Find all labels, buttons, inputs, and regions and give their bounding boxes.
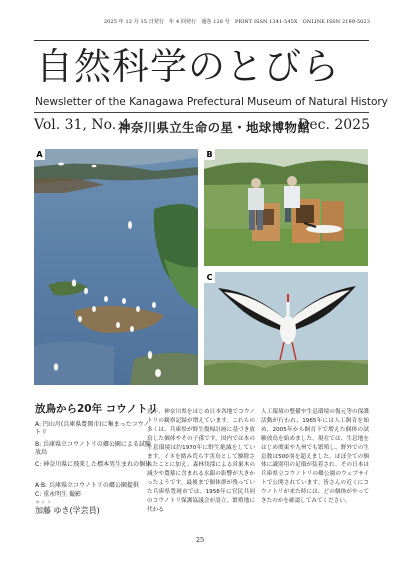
article-title: 放鳥から20年 コウノトリ bbox=[35, 403, 158, 415]
caption-item-c: C: 神奈川県に飛来した標本男生まれの個体 bbox=[35, 461, 152, 468]
photo-a-label: A bbox=[34, 149, 45, 160]
photo-b-release-crates bbox=[204, 149, 368, 266]
photo-c-label: C bbox=[204, 272, 215, 283]
publication-info: 2025 年 12 月 15 日発行 年 4 回発行 通巻 128 号 PRINT ISSN 1341-545X ONLINE ISSN 2189-5023 bbox=[103, 19, 370, 25]
author bbox=[35, 500, 100, 516]
museum-name: 神奈川県立生命の星・地球博物館 bbox=[118, 120, 311, 135]
issue-line bbox=[34, 117, 370, 137]
page-number: 25 bbox=[195, 536, 205, 544]
article-column-2: 人工環境の整備や生息環境の復元等の保護活動が行われ、1965年には人工飼育を始め、2005年から飼育下で増えた個体の試験放鳥を始めました。現在では、生息地をはじめ関東や九州でも繁殖し、野外での生息数は500羽を超えました。ほぼ全ての個体に識別用の足環が装着され、その日本は兵庫県立コウノトリの郷公園のウェブサイトで公開されています。皆さんの近くにコウノトリが来た時には、どの個体がやってきたのかを確認してみてください。 bbox=[261, 409, 369, 505]
caption-credit-c: C: 重永明生 撮影 bbox=[35, 491, 82, 498]
caption-item-b: B: 兵庫県立コウノトリの郷公園による試験放鳥 bbox=[35, 441, 151, 457]
issue-date: Dec. 2025 bbox=[298, 117, 370, 133]
caption-item-a: A: 円山川(兵庫県豊岡市)に集まったコウノトリ bbox=[35, 421, 150, 437]
newsletter-subtitle: Newsletter of the Kanagawa Prefectural Museum of Natural History bbox=[35, 96, 388, 108]
photo-c-stork-flight bbox=[204, 272, 368, 385]
article-column-1: 近年、神奈川県をはじめ日本各地でコウノトリの観察記録が増えています。これらの多くは、兵庫県が野生復帰計画に基づき放鳥した個体やその子孫です。国内では本の生息環境は約1970年に野生絶滅をしています。イネを踏み荒らす害鳥として駆除されたことに加え、森林伐採による営巣木の減少や農薬に含まれる水銀の影響が大きかったようです。最後まで個体群が残っていた兵庫県豊岡市では、1958年に官民共同のコウノトリ保護協議会が設立、繁殖地に代わる bbox=[147, 409, 255, 513]
author-name: 加藤 ゆき(学芸員) bbox=[35, 506, 100, 515]
volume-number: Vol. 31, No. 4 bbox=[34, 117, 130, 133]
author-ruby: かとう bbox=[36, 500, 53, 504]
photo-a-river-storks bbox=[34, 149, 198, 385]
top-divider bbox=[34, 40, 369, 41]
caption-credit-ab: A·B: 兵庫県立コウノトリの郷公園提供 bbox=[35, 482, 139, 489]
photo-b-illustration bbox=[204, 149, 368, 266]
photo-c-illustration bbox=[204, 272, 368, 385]
header-divider bbox=[34, 112, 369, 113]
newsletter-title: 自然科学のとびら bbox=[36, 45, 340, 88]
photo-b-label: B bbox=[204, 149, 215, 160]
photo-a-illustration bbox=[34, 149, 198, 385]
